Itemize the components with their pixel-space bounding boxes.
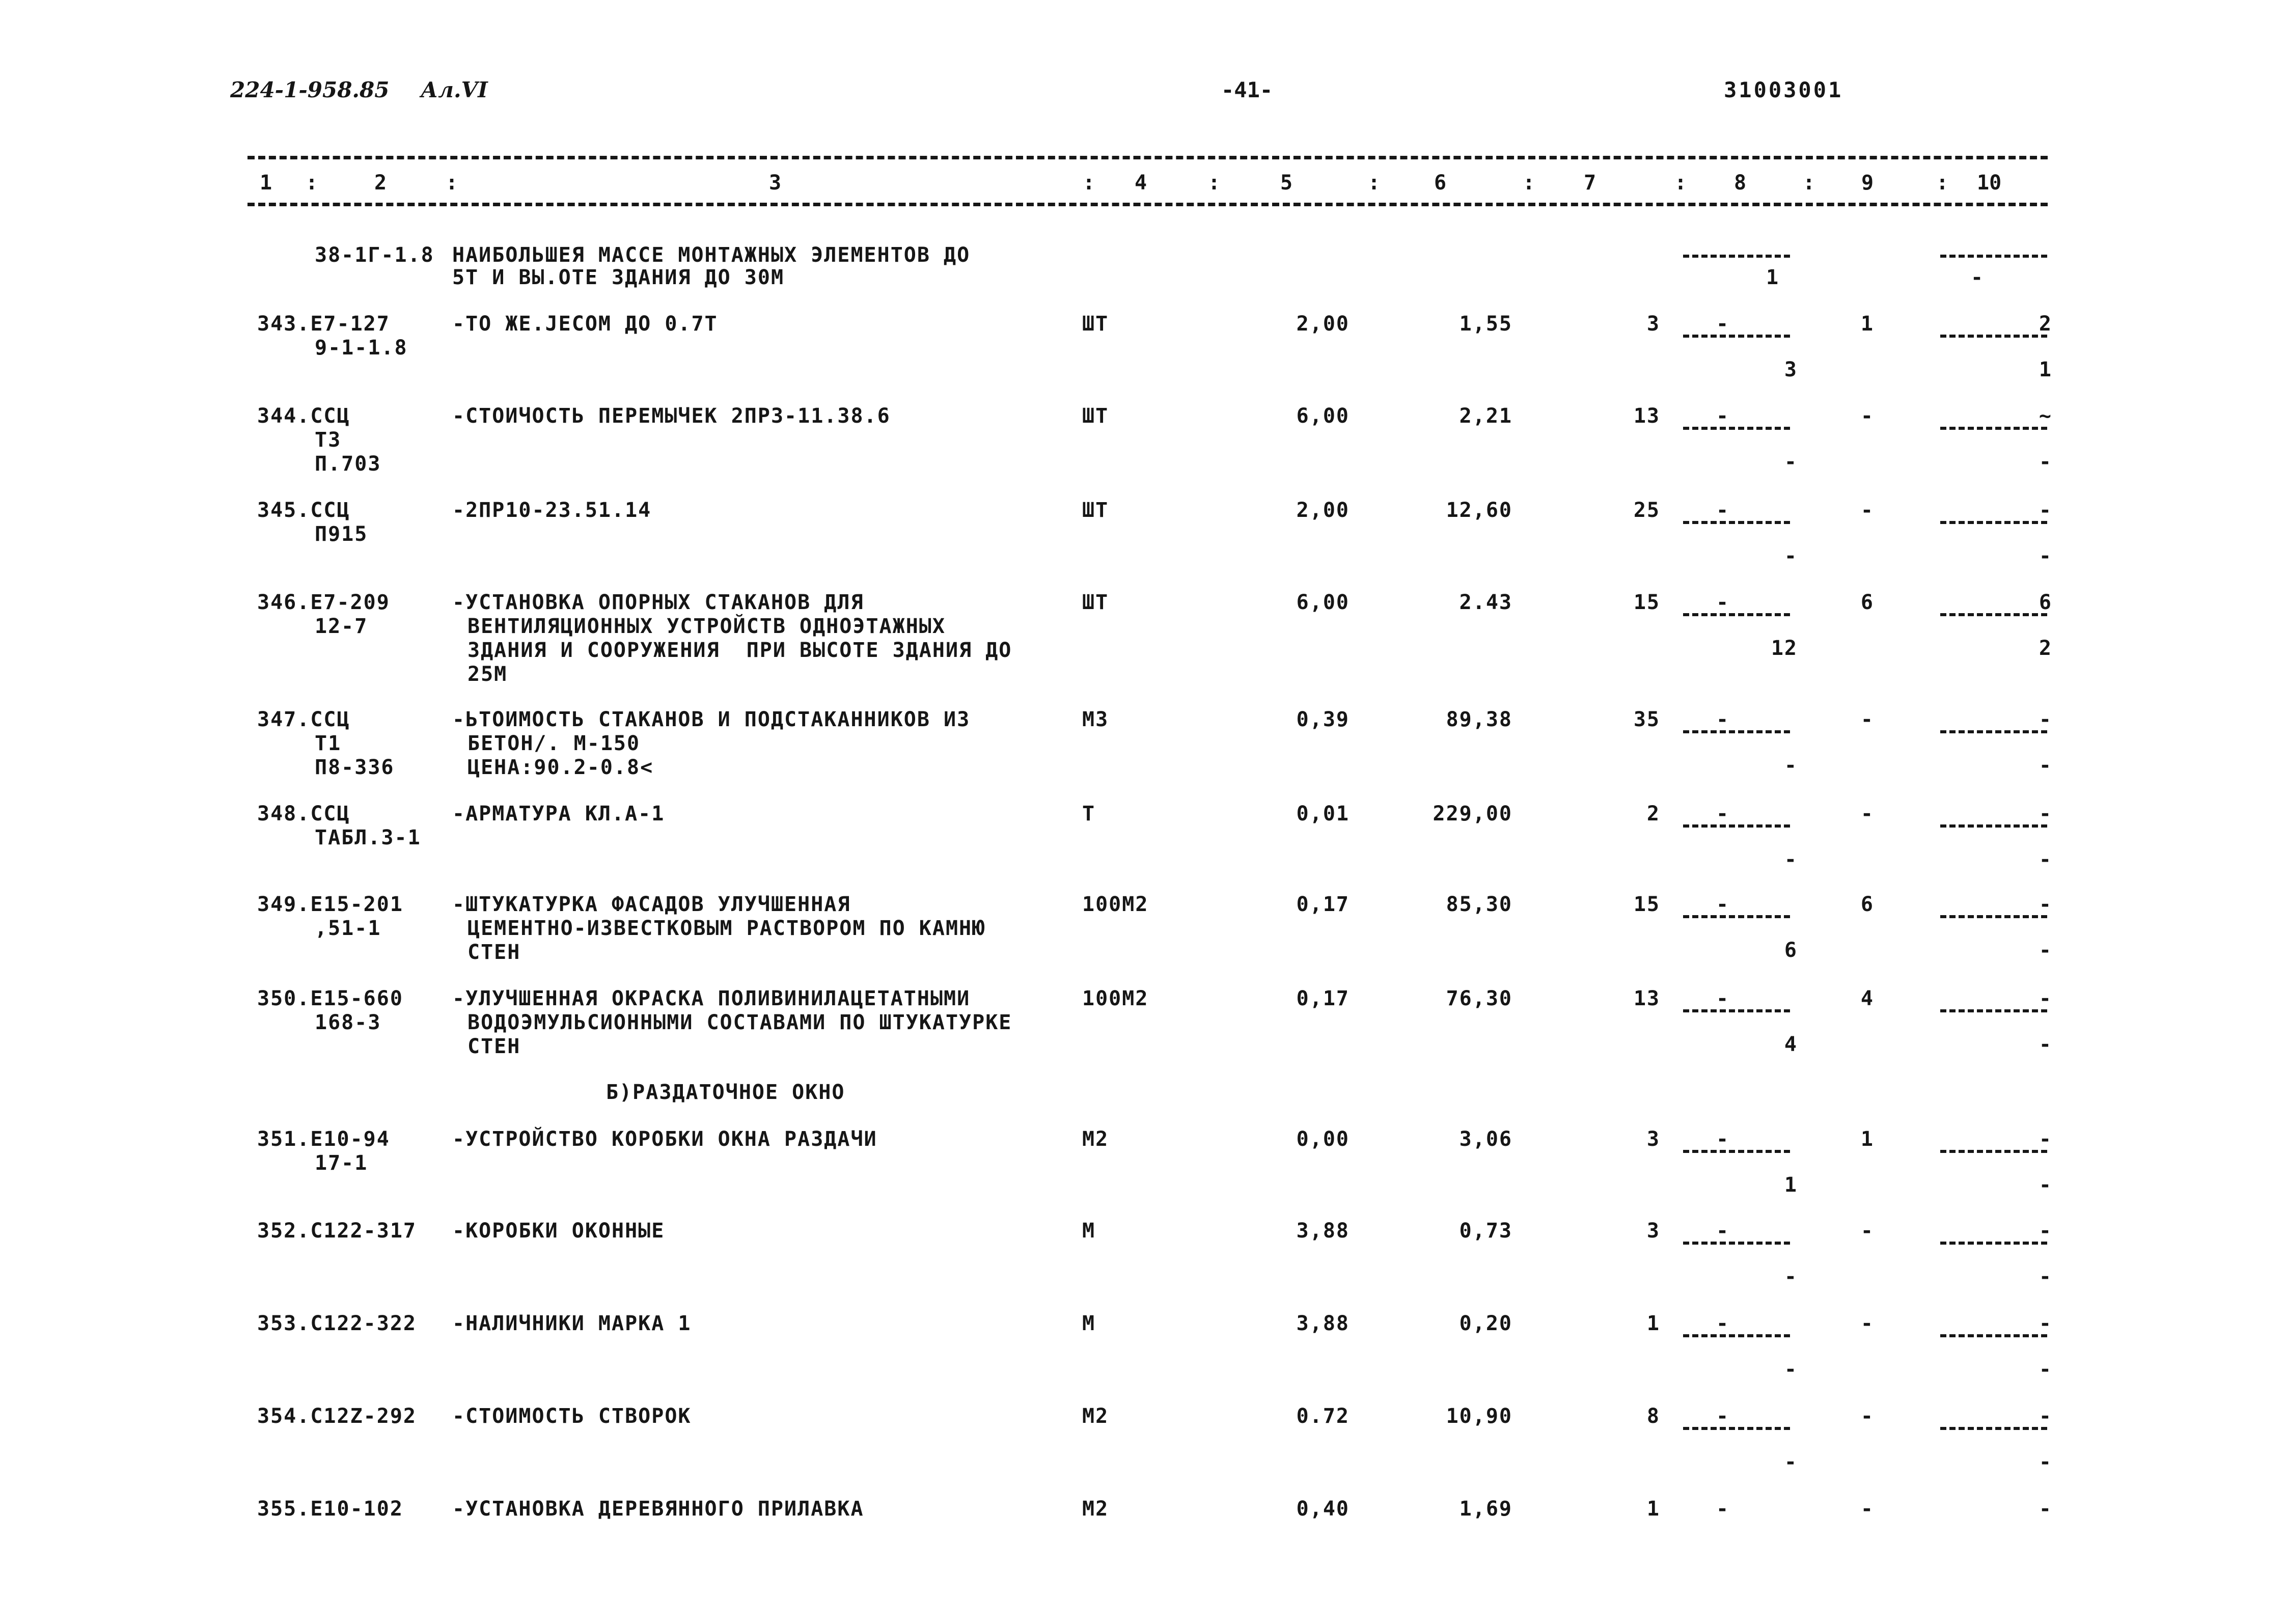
item-col9: 6 — [1860, 893, 1874, 916]
fraction-line — [1683, 335, 1790, 338]
item-description: ВОДОЭМУЛЬСИОННЫМИ СОСТАВАМИ ПО ШТУКАТУРКЕ — [467, 1011, 1012, 1034]
item-quantity: 0,17 — [1296, 987, 1350, 1010]
item-description: -СТОИМОСТЬ СТВОРОК — [452, 1405, 692, 1428]
item-col9: - — [1860, 1219, 1874, 1243]
col10-bottom: - — [2039, 1358, 2052, 1381]
intro-desc-line: 5Т И ВЫ.ОТЕ ЗДАНИЯ ДО 30М — [452, 266, 785, 289]
item-col9: 1 — [1860, 312, 1874, 336]
item-quantity: 2,00 — [1296, 312, 1350, 336]
item-code: 17-1 — [315, 1151, 368, 1175]
fraction-line — [1683, 824, 1790, 828]
col-header-8: 8 — [1734, 171, 1747, 195]
col10-top: - — [2039, 987, 2052, 1010]
fraction-line — [1683, 427, 1790, 430]
col-header-6: 6 — [1434, 171, 1447, 195]
item-description: СТЕН — [467, 941, 521, 964]
col10-bottom: - — [2039, 544, 2052, 568]
fraction-line — [1940, 1334, 2047, 1337]
item-unit-price: 85,30 — [1446, 893, 1512, 916]
item-unit-price: 10,90 — [1446, 1405, 1512, 1428]
fraction-line — [1940, 521, 2047, 524]
doc-number: 31003001 — [1724, 77, 1843, 102]
fraction-line — [1683, 730, 1790, 733]
item-unit: М2 — [1082, 1497, 1109, 1521]
col8-bottom: - — [1784, 450, 1798, 474]
album-number: Ал.VI — [421, 77, 488, 102]
item-description: -КОРОБКИ ОКОННЫЕ — [452, 1219, 665, 1243]
item-description: ЦЕНА:90.2-0.8< — [467, 756, 654, 779]
fraction-line — [1940, 824, 2047, 828]
item-unit: М — [1082, 1312, 1096, 1335]
item-unit: ШТ — [1082, 404, 1109, 428]
item-code: 354.С12Z-292 — [257, 1405, 417, 1428]
item-unit-price: 2,21 — [1459, 404, 1512, 428]
fraction-line — [1683, 1242, 1790, 1245]
item-description: -ТО ЖЕ.ЈЕСОМ ДО 0.7Т — [452, 312, 718, 336]
col10-bottom: - — [2039, 848, 2052, 871]
item-unit-price: 89,38 — [1446, 708, 1512, 731]
item-unit-price: 2.43 — [1459, 591, 1512, 614]
fraction-line — [1940, 915, 2047, 918]
col10-bottom: - — [2039, 939, 2052, 962]
item-code: П8-336 — [315, 756, 395, 779]
fraction-line — [1940, 1427, 2047, 1430]
item-col7: 3 — [1646, 312, 1660, 336]
page-number: -41- — [1221, 77, 1273, 102]
item-description: ЦЕМЕНТНО-ИЗВЕСТКОВЫМ РАСТВОРОМ ПО КАМНЮ — [467, 917, 986, 940]
intro-desc-line: НАИБОЛЬШЕЯ МАССЕ МОНТАЖНЫХ ЭЛЕМЕНТОВ ДО — [452, 243, 971, 267]
fraction-line — [1683, 1334, 1790, 1337]
item-col7: 3 — [1646, 1219, 1660, 1243]
item-description: -СТОИЧОСТЬ ПЕРЕМЫЧЕК 2ПР3-11.38.6 — [452, 404, 891, 428]
item-col7: 1 — [1646, 1497, 1660, 1521]
fraction-line — [1683, 255, 1790, 258]
col10-top: - — [2039, 1127, 2052, 1151]
item-code: П915 — [315, 522, 368, 546]
item-unit-price: 3,06 — [1459, 1127, 1512, 1151]
col10-top: - — [2039, 1312, 2052, 1335]
fraction-line — [1940, 1242, 2047, 1245]
item-code: 347.ССЦ — [257, 708, 350, 731]
item-unit: ШТ — [1082, 591, 1109, 614]
item-col9: 4 — [1860, 987, 1874, 1010]
item-code: ТАБЛ.3-1 — [315, 826, 421, 849]
item-code: 350.Е15-660 — [257, 987, 403, 1010]
item-description: -УСТРОЙСТВО КОРОБКИ ОКНА РАЗДАЧИ — [452, 1127, 877, 1151]
item-code: 353.С122-322 — [257, 1312, 417, 1335]
col8-bottom: - — [1784, 1450, 1798, 1474]
item-quantity: 0,40 — [1296, 1497, 1350, 1521]
col10-top: - — [2039, 1219, 2052, 1243]
item-description: ВЕНТИЛЯЦИОННЫХ УСТРОЙСТВ ОДНОЭТАЖНЫХ — [467, 615, 946, 638]
fraction-line — [1940, 1150, 2047, 1153]
fraction-line — [1683, 521, 1790, 524]
item-col7: 2 — [1646, 802, 1660, 825]
item-code: 345.ССЦ — [257, 499, 350, 522]
col8-top: - — [1716, 1405, 1730, 1428]
item-col7: 15 — [1633, 893, 1660, 916]
document-code: 224-1-958.85 — [230, 77, 390, 102]
col8-bottom: 4 — [1784, 1033, 1798, 1056]
item-quantity: 3,88 — [1296, 1312, 1350, 1335]
col10-top: - — [2039, 708, 2052, 731]
col8-top: - — [1716, 1127, 1730, 1151]
header-rule — [247, 203, 2048, 206]
col10-top: 6 — [2039, 591, 2052, 614]
item-col7: 8 — [1646, 1405, 1660, 1428]
item-col7: 1 — [1646, 1312, 1660, 1335]
col8-top: - — [1716, 404, 1730, 428]
col10-top: - — [2039, 893, 2052, 916]
item-quantity: 0,00 — [1296, 1127, 1350, 1151]
col10-bottom: - — [2039, 754, 2052, 777]
col8-top: - — [1716, 708, 1730, 731]
col10-top: - — [2039, 499, 2052, 522]
col10-bottom: - — [2039, 1173, 2052, 1197]
section-heading: Б)РАЗДАТОЧНОЕ ОКНО — [606, 1081, 845, 1104]
col10-bottom: - — [1971, 266, 1985, 289]
item-description: -АРМАТУРА КЛ.А-1 — [452, 802, 665, 825]
item-description: -УСТАНОВКА ДЕРЕВЯННОГО ПРИЛАВКА — [452, 1497, 864, 1521]
col8-top: - — [1716, 1219, 1730, 1243]
item-description: -2ПР10-23.51.14 — [452, 499, 652, 522]
item-code: Т3 — [315, 428, 342, 452]
item-code: 351.Е10-94 — [257, 1127, 390, 1151]
item-quantity: 6,00 — [1296, 404, 1350, 428]
col8-bottom: 3 — [1784, 358, 1798, 381]
item-quantity: 2,00 — [1296, 499, 1350, 522]
item-quantity: 3,88 — [1296, 1219, 1350, 1243]
item-description: -УЛУЧШЕННАЯ ОКРАСКА ПОЛИВИНИЛАЦЕТАТНЫМИ — [452, 987, 971, 1010]
item-code: П.703 — [315, 452, 381, 476]
col8-bottom: - — [1784, 544, 1798, 568]
item-description: -УСТАНОВКА ОПОРНЫХ СТАКАНОВ ДЛЯ — [452, 591, 864, 614]
item-unit: 100М2 — [1082, 987, 1149, 1010]
item-col9: - — [1860, 499, 1874, 522]
item-unit: ШТ — [1082, 312, 1109, 336]
fraction-line — [1940, 1009, 2047, 1012]
col10-bottom: - — [2039, 1450, 2052, 1474]
item-col7: 13 — [1633, 404, 1660, 428]
item-col9: - — [1860, 1312, 1874, 1335]
item-unit: М — [1082, 1219, 1096, 1243]
item-code: Т1 — [315, 732, 342, 755]
col-header-10: 10 — [1977, 171, 2002, 195]
item-code: 343.Е7-127 — [257, 312, 390, 336]
item-col9: - — [1860, 404, 1874, 428]
col8-top: - — [1716, 987, 1730, 1010]
item-unit: М3 — [1082, 708, 1109, 731]
item-unit: Т — [1082, 802, 1096, 825]
item-code: 344.ССЦ — [257, 404, 350, 428]
item-col7: 13 — [1633, 987, 1660, 1010]
item-col9: - — [1860, 1497, 1874, 1521]
fraction-line — [1940, 613, 2047, 616]
col8-bottom: - — [1784, 754, 1798, 777]
item-col7: 15 — [1633, 591, 1660, 614]
col10-bottom: - — [2039, 450, 2052, 474]
col8-top: - — [1716, 312, 1730, 336]
col10-top: ~ — [2039, 404, 2052, 428]
col10-top: - — [2039, 1405, 2052, 1428]
item-col7: 25 — [1633, 499, 1660, 522]
column-header-row: 1 : 2 : 3 : 4 : 5 : 6 : 7 : 8 : 9 : 10 — [260, 171, 2002, 195]
col8-top: - — [1716, 893, 1730, 916]
fraction-line — [1940, 335, 2047, 338]
item-unit: М2 — [1082, 1405, 1109, 1428]
item-code: ,51-1 — [315, 917, 381, 940]
col8-bottom: - — [1784, 1265, 1798, 1288]
item-code: 349.Е15-201 — [257, 893, 403, 916]
fraction-line — [1940, 255, 2047, 258]
col-header-1: 1 — [260, 171, 272, 195]
col-header-5: 5 — [1280, 171, 1293, 195]
item-col9: 6 — [1860, 591, 1874, 614]
fraction-line — [1683, 915, 1790, 918]
item-unit: 100М2 — [1082, 893, 1149, 916]
col-header-7: 7 — [1584, 171, 1596, 195]
col8-bottom: - — [1784, 1358, 1798, 1381]
col8-bottom: 12 — [1771, 637, 1798, 660]
item-description: -НАЛИЧНИКИ МАРКА 1 — [452, 1312, 692, 1335]
col8-bottom: 1 — [1784, 1173, 1798, 1197]
item-description: ЗДАНИЯ И СООРУЖЕНИЯ ПРИ ВЫСОТЕ ЗДАНИЯ ДО — [467, 639, 1012, 662]
col10-bottom: 2 — [2039, 637, 2052, 660]
intro-code: 38-1Г-1.8 — [315, 243, 434, 267]
fraction-line — [1683, 613, 1790, 616]
col-header-9: 9 — [1861, 171, 1874, 195]
item-unit-price: 1,55 — [1459, 312, 1512, 336]
col8-bottom: 6 — [1784, 939, 1798, 962]
col10-top: - — [2039, 1497, 2052, 1521]
item-col9: - — [1860, 802, 1874, 825]
col-header-4: 4 — [1135, 171, 1147, 195]
col8-top: - — [1716, 1312, 1730, 1335]
item-description: -ЬТОИМОСТЬ СТАКАНОВ И ПОДСТАКАННИКОВ ИЗ — [452, 708, 971, 731]
item-unit-price: 12,60 — [1446, 499, 1512, 522]
col8-top: - — [1716, 591, 1730, 614]
item-code: 352.С122-317 — [257, 1219, 417, 1243]
col-header-2: 2 — [374, 171, 387, 195]
col10-top: 2 — [2039, 312, 2052, 336]
fraction-line — [1683, 1009, 1790, 1012]
item-unit-price: 1,69 — [1459, 1497, 1512, 1521]
item-description: БЕТОН/. М-150 — [467, 732, 641, 755]
item-code: 355.Е10-102 — [257, 1497, 403, 1521]
item-code: 9-1-1.8 — [315, 336, 408, 360]
item-unit-price: 0,73 — [1459, 1219, 1512, 1243]
top-rule — [247, 156, 2048, 159]
item-unit-price: 0,20 — [1459, 1312, 1512, 1335]
item-unit: М2 — [1082, 1127, 1109, 1151]
item-col9: - — [1860, 1405, 1874, 1428]
item-unit-price: 229,00 — [1433, 802, 1512, 825]
col8-top: - — [1716, 802, 1730, 825]
item-code: 348.ССЦ — [257, 802, 350, 825]
item-description: 25М — [467, 663, 508, 686]
item-unit-price: 76,30 — [1446, 987, 1512, 1010]
col8-bottom: - — [1784, 848, 1798, 871]
fraction-line — [1683, 1427, 1790, 1430]
col10-bottom: - — [2039, 1033, 2052, 1056]
item-unit: ШТ — [1082, 499, 1109, 522]
item-col9: - — [1860, 708, 1874, 731]
fraction-line — [1683, 1150, 1790, 1153]
item-col7: 35 — [1633, 708, 1660, 731]
col-header-3: 3 — [769, 171, 782, 195]
col10-bottom: - — [2039, 1265, 2052, 1288]
col8-top: - — [1716, 1497, 1730, 1521]
col10-bottom: 1 — [2039, 358, 2052, 381]
fraction-line — [1940, 427, 2047, 430]
item-quantity: 0,01 — [1296, 802, 1350, 825]
col10-top: - — [2039, 802, 2052, 825]
item-description: -ШТУКАТУРКА ФАСАДОВ УЛУЧШЕННАЯ — [452, 893, 851, 916]
item-description: СТЕН — [467, 1035, 521, 1058]
item-code: 168-3 — [315, 1011, 381, 1034]
item-col9: 1 — [1860, 1127, 1874, 1151]
item-col7: 3 — [1646, 1127, 1660, 1151]
col8-bottom: 1 — [1766, 266, 1780, 289]
item-code: 346.Е7-209 — [257, 591, 390, 614]
col8-top: - — [1716, 499, 1730, 522]
item-quantity: 0,17 — [1296, 893, 1350, 916]
item-quantity: 0,39 — [1296, 708, 1350, 731]
item-code: 12-7 — [315, 615, 368, 638]
item-quantity: 0.72 — [1296, 1405, 1350, 1428]
fraction-line — [1940, 730, 2047, 733]
item-quantity: 6,00 — [1296, 591, 1350, 614]
